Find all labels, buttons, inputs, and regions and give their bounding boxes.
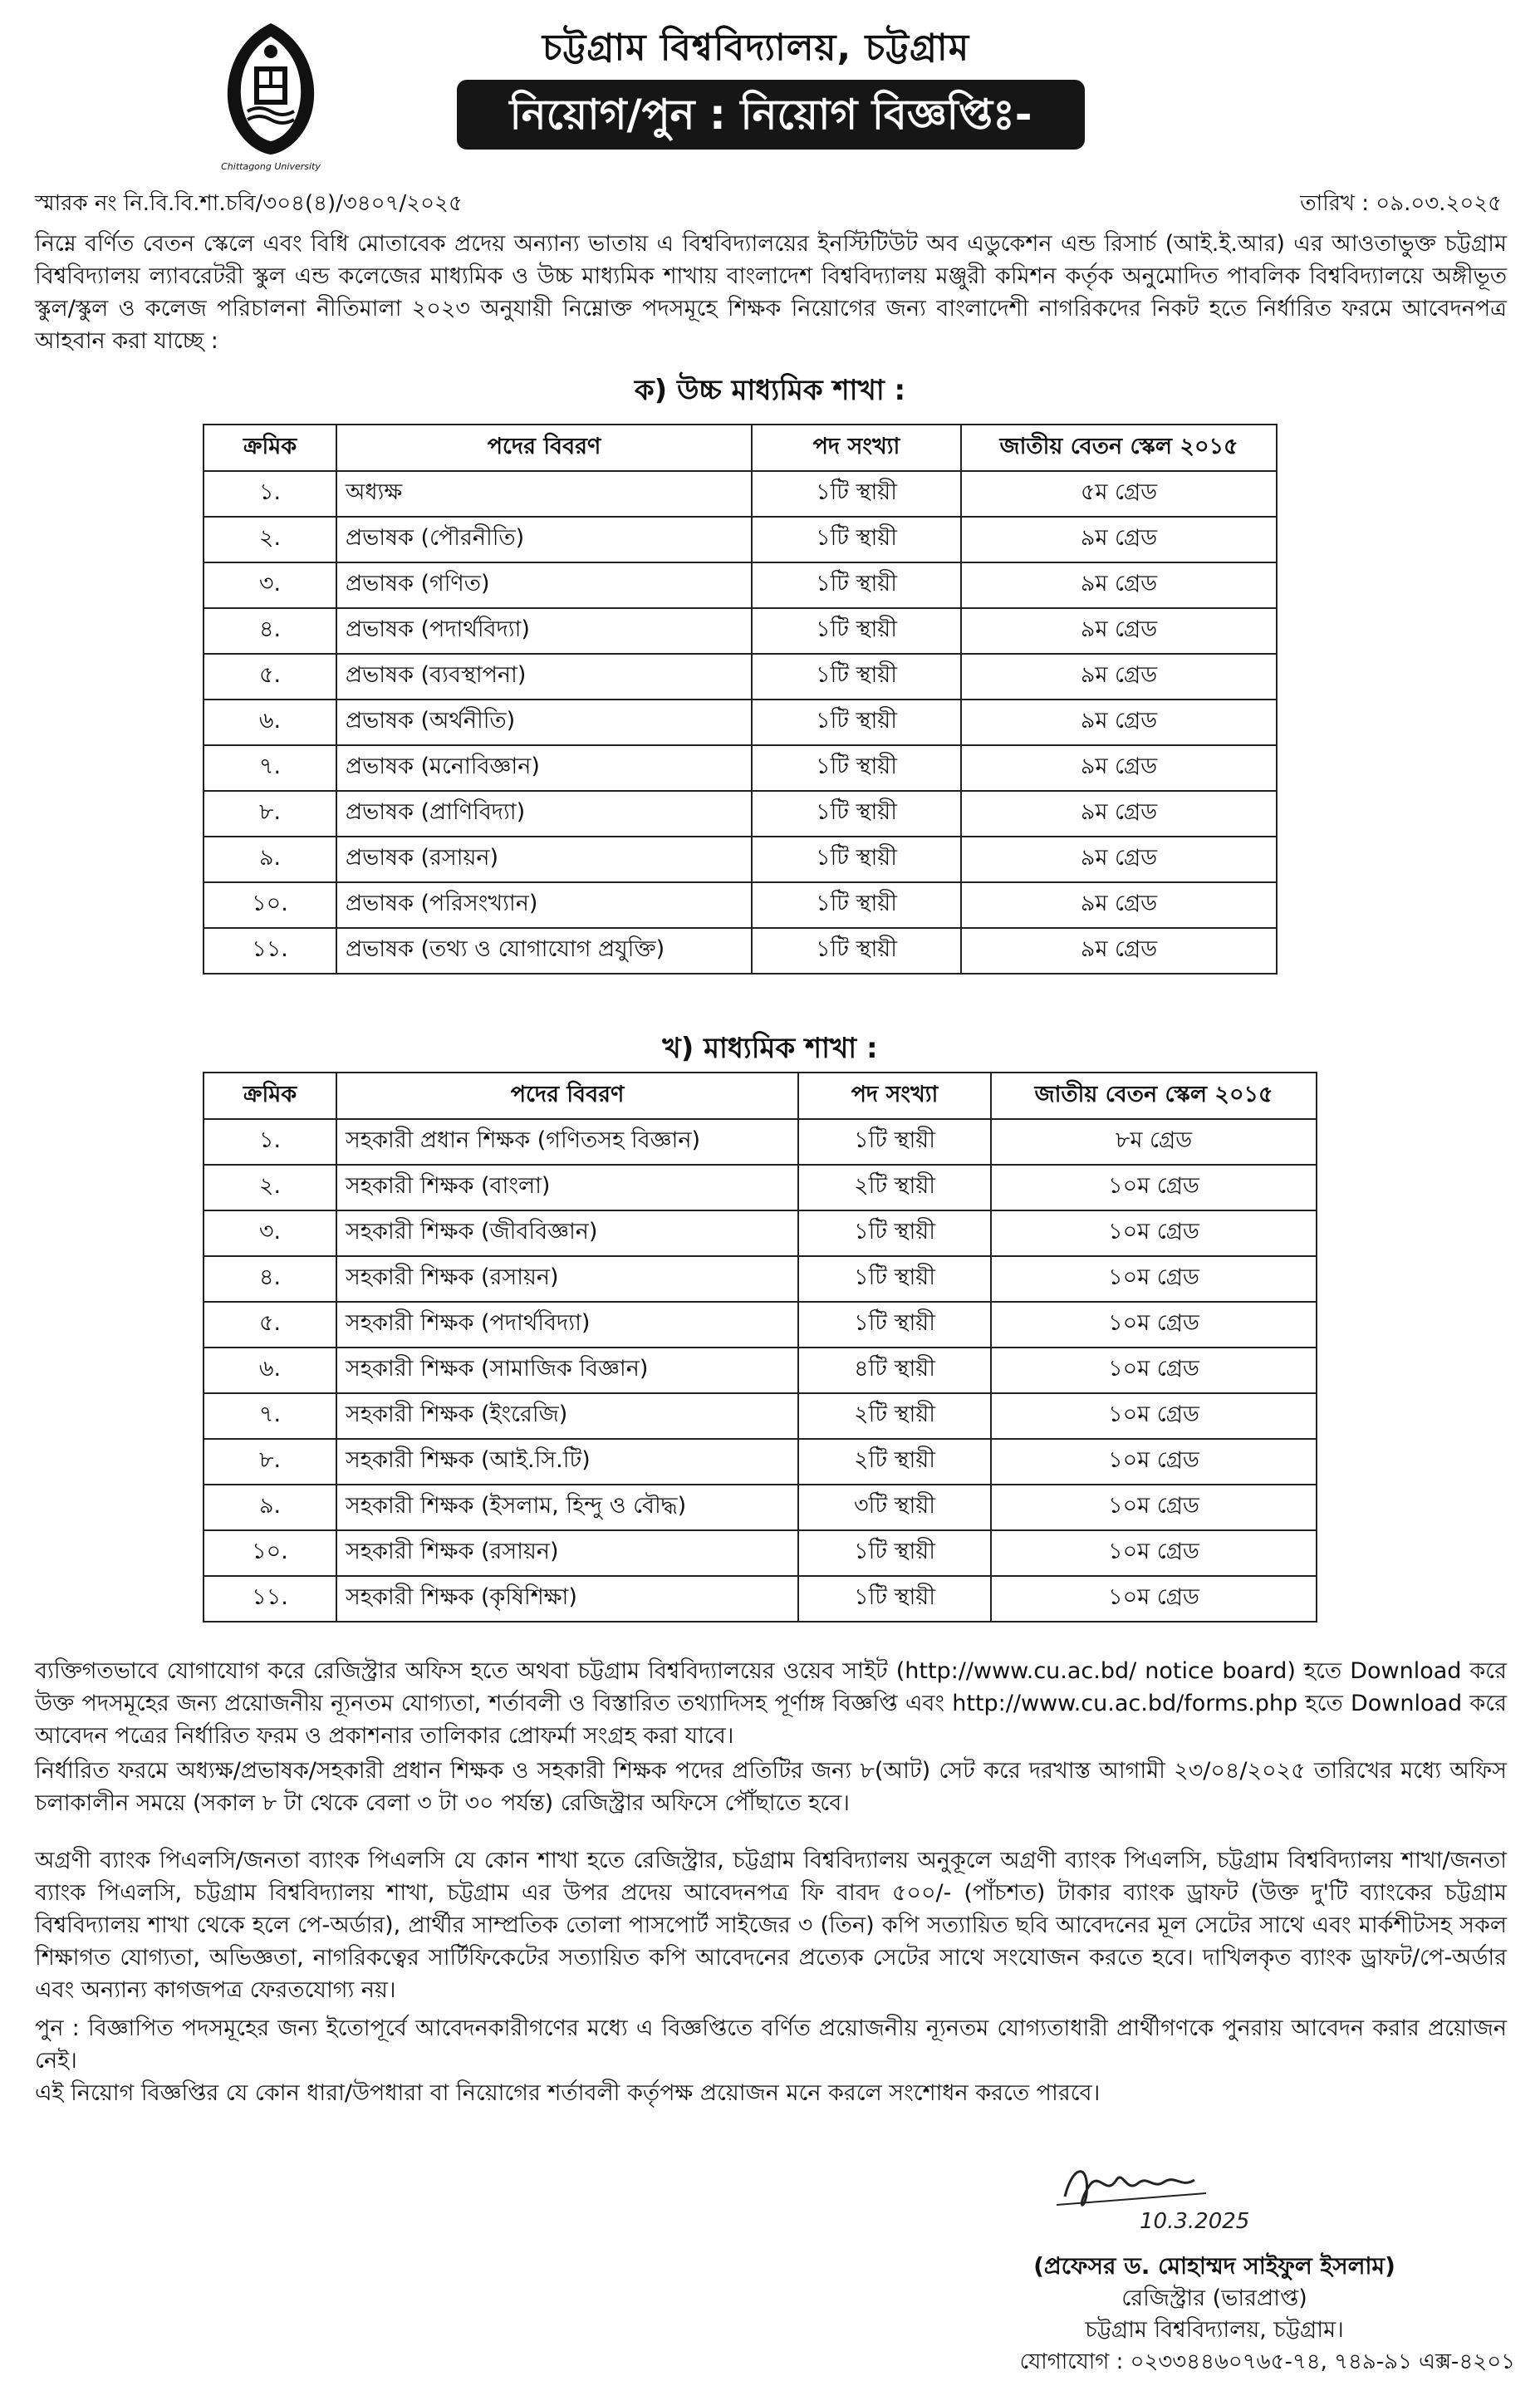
count-cell: ১টি স্থায়ী [752, 791, 961, 837]
table-row [204, 1530, 1317, 1576]
table-row [204, 1210, 1317, 1256]
grade-cell: ১০ম গ্রেড [991, 1439, 1317, 1485]
count-cell: ১টি স্থায়ী [752, 745, 961, 791]
count-cell: ১টি স্থায়ী [752, 700, 961, 745]
col-count: পদ সংখ্যা [798, 1073, 991, 1119]
note-paragraph: পুন : বিজ্ঞাপিত পদসমূহের জন্য ইতোপূর্বে আবেদনকারীগণের মধ্যে এ বিজ্ঞপ্তিতে বর্ণিত প্রয়োজনীয় ন্যূনতম যোগ্যতাধারী প্রার্থীগণকে পুনরায় আবেদন করার প্রয়োজন নেই। [35, 2015, 1507, 2074]
grade-cell: ৯ম গ্রেড [961, 700, 1277, 745]
university-logo [218, 18, 324, 158]
count-cell: ১টি স্থায়ী [752, 517, 961, 562]
serial-cell: ২. [204, 517, 336, 562]
serial-cell: ৭. [204, 1393, 336, 1439]
notice-date: তারিখ : ০৯.০৩.২০২৫ [1300, 191, 1502, 216]
grade-cell: ৯ম গ্রেড [961, 928, 1277, 974]
serial-cell: ৬. [204, 700, 336, 745]
logo-caption: Chittagong University [221, 161, 321, 172]
higher-secondary-title: ক) উচ্চ মাধ্যমিক শাখা : [634, 374, 906, 407]
grade-cell: ৯ম গ্রেড [961, 608, 1277, 654]
signatory-name: (প্রফেসর ড. মোহাম্মদ সাইফুল ইসলাম) [1033, 2252, 1395, 2280]
serial-cell: ১০. [204, 882, 336, 928]
post-cell: সহকারী শিক্ষক (ইংরেজি) [336, 1393, 798, 1439]
table-row [204, 1485, 1317, 1530]
post-cell: সহকারী শিক্ষক (পদার্থবিদ্যা) [336, 1302, 798, 1348]
grade-cell: ৯ম গ্রেড [961, 882, 1277, 928]
table-row [204, 1302, 1317, 1348]
table-row [204, 745, 1277, 791]
post-cell: প্রভাষক (পরিসংখ্যান) [336, 882, 752, 928]
table-header-row [204, 1073, 1317, 1119]
notice-title: নিয়োগ/পুন : নিয়োগ বিজ্ঞপ্তিঃ- [457, 80, 1085, 150]
memo-number: স্মারক নং নি.বি.বি.শা.চবি/৩০৪(৪)/৩৪০৭/২০২৫ [35, 191, 463, 216]
post-cell: সহকারী শিক্ষক (রসায়ন) [336, 1530, 798, 1576]
post-cell: প্রভাষক (তথ্য ও যোগাযোগ প্রযুক্তি) [336, 928, 752, 974]
serial-cell: ৮. [204, 1439, 336, 1485]
count-cell: ১টি স্থায়ী [798, 1256, 991, 1302]
grade-cell: ৯ম গ্রেড [961, 654, 1277, 700]
table-row [204, 928, 1277, 974]
table-header-row [204, 425, 1277, 471]
table-row [204, 882, 1277, 928]
col-grade: জাতীয় বেতন স্কেল ২০১৫ [961, 425, 1277, 471]
grade-cell: ৯ম গ্রেড [961, 517, 1277, 562]
post-cell: প্রভাষক (মনোবিজ্ঞান) [336, 745, 752, 791]
count-cell: ১টি স্থায়ী [798, 1210, 991, 1256]
count-cell: ১টি স্থায়ী [798, 1530, 991, 1576]
serial-cell: ৩. [204, 1210, 336, 1256]
post-cell: সহকারী শিক্ষক (আই.সি.টি) [336, 1439, 798, 1485]
grade-cell: ৯ম গ্রেড [961, 837, 1277, 882]
serial-cell: ৪. [204, 1256, 336, 1302]
post-cell: প্রভাষক (অর্থনীতি) [336, 700, 752, 745]
grade-cell: ১০ম গ্রেড [991, 1530, 1317, 1576]
post-cell: প্রভাষক (পদার্থবিদ্যা) [336, 608, 752, 654]
count-cell: ১টি স্থায়ী [752, 562, 961, 608]
submission-paragraph: নির্ধারিত ফরমে অধ্যক্ষ/প্রভাষক/সহকারী প্রধান শিক্ষক ও সহকারী শিক্ষক পদের প্রতিটির জন্য ৮(আট) সেট করে দরখাস্ত আগামী ২৩/০৪/২০২৫ তারিখের মধ্যে অফিস চলাকালীন সময়ে (সকাল ৮ টা থেকে বেলা ৩ টা ৩০ পর্যন্ত) রেজিস্ট্রার অফিসে পৌঁছাতে হবে। [35, 1758, 1507, 1816]
col-serial: ক্রমিক [204, 1073, 336, 1119]
post-cell: প্রভাষক (প্রাণিবিদ্যা) [336, 791, 752, 837]
count-cell: ১টি স্থায়ী [752, 882, 961, 928]
serial-cell: ১. [204, 471, 336, 517]
table-row [204, 1119, 1317, 1165]
intro-paragraph: নিম্নে বর্ণিত বেতন স্কেলে এবং বিধি মোতাবেক প্রদেয় অন্যান্য ভাতায় এ বিশ্ববিদ্যালয়ের ইনস্টিটিউট অব এডুকেশন এন্ড রিসার্চ (আই.ই.আর) এর আওতাভুক্ত চট্টগ্রাম বিশ্ববিদ্যালয় ল্যাবরেটরী স্কুল এন্ড কলেজের মাধ্যমিক ও উচ্চ মাধ্যমিক শাখায় বাংলাদেশ বিশ্ববিদ্যালয় মঞ্জুরী কমিশন কর্তৃক অনুমোদিত পাবলিক বিশ্ববিদ্যালয়ে অঙ্গীভূত স্কুল/স্কুল ও কলেজ পরিচালনা নীতিমালা ২০২৩ অনুযায়ী নিম্নোক্ত পদসমূহে শিক্ষক নিয়োগের জন্য বাংলাদেশী নাগরিকদের নিকট হতে নির্ধারিত ফরমে আবেদনপত্র আহবান করা যাচ্ছে : [35, 231, 1507, 354]
count-cell: ৪টি স্থায়ী [798, 1348, 991, 1393]
grade-cell: ১০ম গ্রেড [991, 1256, 1317, 1302]
count-cell: ১টি স্থায়ী [752, 654, 961, 700]
count-cell: ২টি স্থায়ী [798, 1165, 991, 1210]
post-cell: সহকারী শিক্ষক (বাংলা) [336, 1165, 798, 1210]
count-cell: ২টি স্থায়ী [798, 1393, 991, 1439]
count-cell: ১টি স্থায়ী [752, 837, 961, 882]
serial-cell: ৫. [204, 1302, 336, 1348]
col-post: পদের বিবরণ [336, 425, 752, 471]
table-row [204, 1165, 1317, 1210]
count-cell: ১টি স্থায়ী [798, 1119, 991, 1165]
grade-cell: ১০ম গ্রেড [991, 1165, 1317, 1210]
serial-cell: ৯. [204, 837, 336, 882]
serial-cell: ৮. [204, 791, 336, 837]
count-cell: ৩টি স্থায়ী [798, 1485, 991, 1530]
amendment-paragraph: এই নিয়োগ বিজ্ঞপ্তির যে কোন ধারা/উপধারা বা নিয়োগের শর্তাবলী কর্তৃপক্ষ প্রয়োজন মনে করলে সংশোধন করতে পারবে। [35, 2080, 1101, 2106]
signature [1040, 2147, 1339, 2238]
grade-cell: ৫ম গ্রেড [961, 471, 1277, 517]
post-cell: সহকারী শিক্ষক (ইসলাম, হিন্দু ও বৌদ্ধ) [336, 1485, 798, 1530]
grade-cell: ১০ম গ্রেড [991, 1485, 1317, 1530]
grade-cell: ৯ম গ্রেড [961, 562, 1277, 608]
count-cell: ১টি স্থায়ী [798, 1576, 991, 1622]
post-cell: প্রভাষক (রসায়ন) [336, 837, 752, 882]
table-row [204, 1576, 1317, 1622]
table-row [204, 517, 1277, 562]
serial-cell: ৯. [204, 1485, 336, 1530]
post-cell: সহকারী শিক্ষক (সামাজিক বিজ্ঞান) [336, 1348, 798, 1393]
count-cell: ১টি স্থায়ী [752, 471, 961, 517]
post-cell: সহকারী প্রধান শিক্ষক (গণিতসহ বিজ্ঞান) [336, 1119, 798, 1165]
grade-cell: ১০ম গ্রেড [991, 1576, 1317, 1622]
grade-cell: ১০ম গ্রেড [991, 1302, 1317, 1348]
count-cell: ১টি স্থায়ী [798, 1302, 991, 1348]
secondary-title: খ) মাধ্যমিক শাখা : [662, 1032, 878, 1065]
university-name: চট্টগ্রাম বিশ্ববিদ্যালয়, চট্টগ্রাম [542, 27, 970, 69]
table-row [204, 471, 1277, 517]
serial-cell: ৬. [204, 1348, 336, 1393]
serial-cell: ৩. [204, 562, 336, 608]
grade-cell: ৯ম গ্রেড [961, 791, 1277, 837]
table-row [204, 1348, 1317, 1393]
signatory-office: চট্টগ্রাম বিশ্ববিদ্যালয়, চট্টগ্রাম। [1085, 2317, 1344, 2343]
count-cell: ২টি স্থায়ী [798, 1439, 991, 1485]
serial-cell: ৫. [204, 654, 336, 700]
grade-cell: ১০ম গ্রেড [991, 1348, 1317, 1393]
secondary-table [203, 1072, 1317, 1623]
table-row [204, 1439, 1317, 1485]
post-cell: সহকারী শিক্ষক (কৃষিশিক্ষা) [336, 1576, 798, 1622]
fee-paragraph: অগ্রণী ব্যাংক পিএলসি/জনতা ব্যাংক পিএলসি যে কোন শাখা হতে রেজিস্ট্রার, চট্টগ্রাম বিশ্ববিদ্যালয় অনুকূলে অগ্রণী ব্যাংক পিএলসি, চট্টগ্রাম বিশ্ববিদ্যালয় শাখা/জনতা ব্যাংক পিএলসি, চট্টগ্রাম বিশ্ববিদ্যালয় শাখা, চট্টগ্রাম এর উপর প্রদেয় আবেদনপত্র ফি বাবদ ৫০০/- (পাঁচশত) টাকার ব্যাংক ড্রাফট (উক্ত দু'টি ব্যাংকের চট্টগ্রাম বিশ্ববিদ্যালয় শাখা থেকে হলে পে-অর্ডার), প্রার্থীর সাম্প্রতিক তোলা পাসপোর্ট সাইজের ৩ (তিন) কপি সত্যায়িত ছবি আবেদনের মূল সেটের সাথে এবং মার্কশীটসহ সকল শিক্ষাগত যোগ্যতা, অভিজ্ঞতা, নাগরিকত্বের সার্টিফিকেটের সত্যায়িত কপি আবেদনের প্রত্যেক সেটের সাথে সংযোজন করতে হবে। দাখিলকৃত ব্যাংক ড্রাফট/পে-অর্ডার এবং অন্যান্য কাগজপত্র ফেরতযোগ্য নয়। [35, 1848, 1507, 2003]
post-cell: সহকারী শিক্ষক (জীববিজ্ঞান) [336, 1210, 798, 1256]
table-row [204, 1393, 1317, 1439]
grade-cell: ৯ম গ্রেড [961, 745, 1277, 791]
serial-cell: ১. [204, 1119, 336, 1165]
table-row [204, 562, 1277, 608]
col-count: পদ সংখ্যা [752, 425, 961, 471]
table-row [204, 654, 1277, 700]
table-row [204, 791, 1277, 837]
grade-cell: ১০ম গ্রেড [991, 1210, 1317, 1256]
post-cell: প্রভাষক (গণিত) [336, 562, 752, 608]
count-cell: ১টি স্থায়ী [752, 608, 961, 654]
grade-cell: ৮ম গ্রেড [991, 1119, 1317, 1165]
serial-cell: ৪. [204, 608, 336, 654]
website-paragraph: ব্যক্তিগতভাবে যোগাযোগ করে রেজিস্ট্রার অফিস হতে অথবা চট্টগ্রাম বিশ্ববিদ্যালয়ের ওয়েব সাইট (http://www.cu.ac.bd/ notice board) হতে Download করে উক্ত পদসমূহের জন্য প্রয়োজনীয় ন্যূনতম যোগ্যতা, শর্তাবলী ও বিস্তারিত তথ্যাদিসহ পূর্ণাঙ্গ বিজ্ঞপ্তি এবং http://www.cu.ac.bd/forms.php হতে Download করে আবেদন পত্রের নির্ধারিত ফরম ও প্রকাশনার তালিকার প্রোফর্মা সংগ্রহ করা যাবে। [35, 1658, 1507, 1749]
table-row [204, 700, 1277, 745]
count-cell: ১টি স্থায়ী [752, 928, 961, 974]
serial-cell: ১১. [204, 1576, 336, 1622]
serial-cell: ২. [204, 1165, 336, 1210]
serial-cell: ৭. [204, 745, 336, 791]
post-cell: প্রভাষক (ব্যবস্থাপনা) [336, 654, 752, 700]
grade-cell: ১০ম গ্রেড [991, 1393, 1317, 1439]
higher-secondary-table [203, 424, 1278, 974]
serial-cell: ১০. [204, 1530, 336, 1576]
post-cell: প্রভাষক (পৌরনীতি) [336, 517, 752, 562]
serial-cell: ১১. [204, 928, 336, 974]
table-row [204, 1256, 1317, 1302]
signatory-role: রেজিস্ট্রার (ভারপ্রাপ্ত) [1121, 2285, 1307, 2311]
col-post: পদের বিবরণ [336, 1073, 798, 1119]
table-row [204, 608, 1277, 654]
contact-info: যোগাযোগ : ০২৩৩৪৪৬০৭৬৫-৭৪, ৭৪৯-৯১ এক্স-৪২০১ [1019, 2349, 1515, 2374]
col-grade: জাতীয় বেতন স্কেল ২০১৫ [991, 1073, 1317, 1119]
table-row [204, 837, 1277, 882]
post-cell: অধ্যক্ষ [336, 471, 752, 517]
svg-text:10.3.2025: 10.3.2025 [1140, 2209, 1250, 2234]
col-serial: ক্রমিক [204, 425, 336, 471]
post-cell: সহকারী শিক্ষক (রসায়ন) [336, 1256, 798, 1302]
